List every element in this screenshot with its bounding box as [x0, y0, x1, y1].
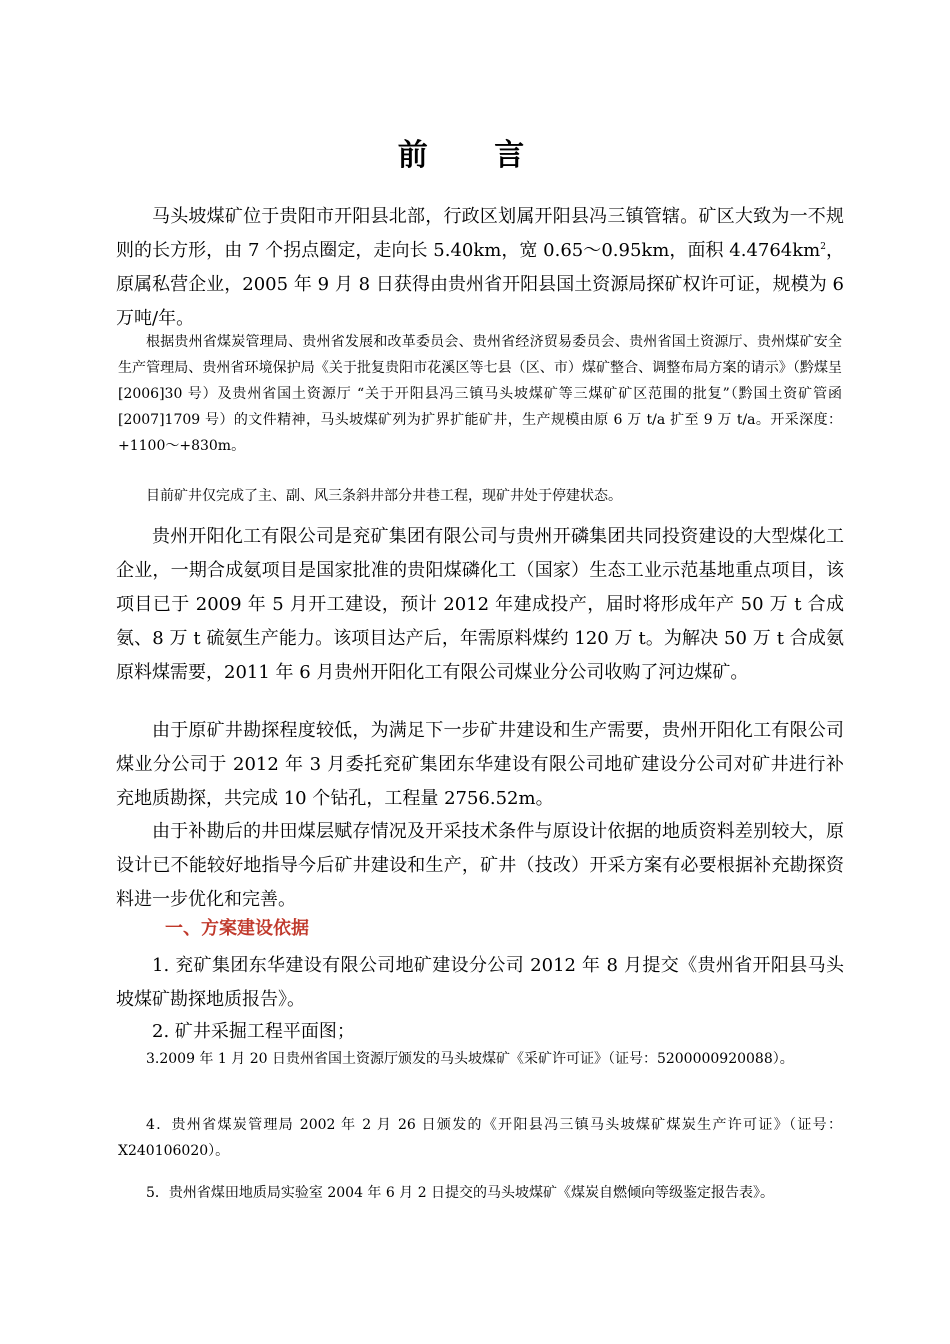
paragraph-current-status: 目前矿井仅完成了主、副、风三条斜井部分井巷工程，现矿井处于停建状态。: [146, 488, 622, 504]
list-item-3: 3.2009 年 1 月 20 日贵州省国土资源厅颁发的马头坡煤矿《采矿许可证》（证号：5200000920088）。: [146, 1051, 794, 1067]
paragraph-company-background: 贵州开阳化工有限公司是兖矿集团有限公司与贵州开磷集团共同投资建设的大型煤化工企业，一期合成氨项目是国家批准的贵阳煤磷化工（国家）生态工业示范基地重点项目，该项目已于 2009 年 5 月开工建设，预计 2012 年建成投产，届时将形成年产 50 万 t 合成氨、8 万 t 硫氨生产能力。该项目达产后，年需原料煤约 120 万 t。为解决 50 万 t 合成氨原料煤需要，2011 年 6 月贵州开阳化工有限公司煤业分公司收购了河边煤矿。: [116, 526, 844, 683]
paragraph-design-revision: 由于补勘后的井田煤层赋存情况及开采技术条件与原设计依据的地质资料差别较大，原设计已不能较好地指导今后矿井建设和生产，矿井（技改）开采方案有必要根据补充勘探资料进一步优化和完善。: [116, 821, 844, 910]
page-title: 前 言: [397, 138, 553, 173]
paragraph-integration-basis: 根据贵州省煤炭管理局、贵州省发展和改革委员会、贵州省经济贸易委员会、贵州省国土资源厅、贵州煤矿安全生产管理局、贵州省环境保护局《关于批复贵阳市花溪区等七县（区、市）煤矿整合、调整布局方案的请示》（黔煤呈[2006]30 号）及贵州省国土资源厅 “关于开阳县冯三镇马头坡煤矿等三煤矿矿区范围的批复”（黔国土资矿管函[2007]1709 号）的文件精神，马头坡煤矿列为扩界扩能矿井，生产规模由原 6 万 t/a 扩至 9 万 t/a。开采深度：+1100～+830m。: [118, 334, 842, 454]
list-item-1: 1. 兖矿集团东华建设有限公司地矿建设分公司 2012 年 8 月提交《贵州省开阳县马头坡煤矿勘探地质报告》。: [116, 955, 844, 1010]
paragraph-location: 马头坡煤矿位于贵阳市开阳县北部，行政区划属开阳县冯三镇管辖。矿区大致为一不规则的长方形，由 7 个拐点圈定，走向长 5.40km，宽 0.65～0.95km，面积 $4.4764km^2$，原属私营企业，2005 年 9 月 8 日获得由贵州省开阳县国土资源局探矿权许可证，规模为 6 万吨/年。: [116, 206, 845, 329]
paragraph-supplementary-exploration: 由于原矿井勘探程度较低，为满足下一步矿井建设和生产需要，贵州开阳化工有限公司煤业分公司于 2012 年 3 月委托兖矿集团东华建设有限公司地矿建设分公司对矿井进行补充地质勘探，共完成 10 个钻孔，工程量 2756.52m。: [116, 720, 844, 809]
list-item-5: 5．贵州省煤田地质局实验室 2004 年 6 月 2 日提交的马头坡煤矿《煤炭自燃倾向等级鉴定报告表》。: [146, 1185, 775, 1201]
section-heading: 一、方案建设依据: [165, 918, 309, 939]
list-item-4: 4．贵州省煤炭管理局 2002 年 2 月 26 日颁发的《开阳县冯三镇马头坡煤矿煤炭生产许可证》（证号：X240106020）。: [118, 1117, 842, 1159]
list-item-2: 2. 矿井采掘工程平面图；: [152, 1021, 355, 1042]
